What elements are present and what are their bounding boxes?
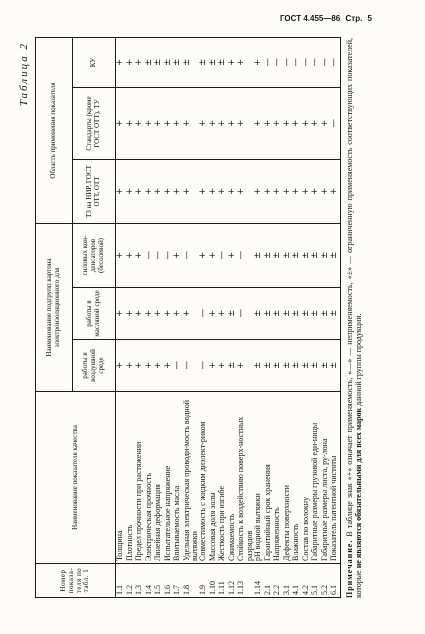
cell-mark-std: + <box>218 88 228 160</box>
cell-mark-air: — <box>173 340 183 392</box>
cell-mark-air: ± <box>273 340 283 392</box>
row-number: 6.1 <box>330 564 340 598</box>
row-indicator-name: Электрическая прочность <box>145 392 155 564</box>
cell-mark-power: + <box>116 224 126 288</box>
cell-mark-ku: — <box>330 37 340 87</box>
cell-mark-ku: ± <box>145 37 155 87</box>
row-number: 3.1 <box>283 564 293 598</box>
rotated-table-sheet <box>18 38 403 598</box>
row-indicator-name: Массовая доля золы <box>209 392 219 564</box>
cell-mark-std: + <box>302 88 312 160</box>
cell-mark-power: — <box>154 224 164 288</box>
cell-mark-ku: ± <box>183 37 200 87</box>
row-indicator-name: Линейная деформация <box>154 392 164 564</box>
cell-mark-ku: — <box>321 37 331 87</box>
cell-mark-air: ± <box>321 340 331 392</box>
cell-mark-oil: ± <box>228 288 238 340</box>
cell-mark-ku: ± <box>199 37 209 87</box>
row-indicator-name: Дефекты поверхности <box>283 392 293 564</box>
header-group-purpose: Наименование подгрупп картона электроизоляционного для <box>36 224 73 392</box>
cell-mark-tz: + <box>126 160 136 224</box>
cell-mark-oil: ± <box>302 288 312 340</box>
row-number: 1.6 <box>164 564 174 598</box>
cell-mark-ku: ± <box>173 37 183 87</box>
cell-mark-air: ± <box>254 340 264 392</box>
row-indicator-name: Жесткость при изгибе <box>218 392 228 564</box>
cell-mark-power: — <box>164 224 174 288</box>
row-indicator-name: Толщина <box>116 392 126 564</box>
note-text-2: данной группы продукции. <box>354 313 364 406</box>
row-number: 1.5 <box>154 564 164 598</box>
table-row <box>237 37 254 597</box>
cell-mark-oil: ± <box>254 288 264 340</box>
row-number: 2.1 <box>264 564 274 598</box>
cell-mark-oil: ± <box>330 288 340 340</box>
cell-mark-tz: + <box>164 160 174 224</box>
cell-mark-std: + <box>209 88 219 160</box>
cell-mark-oil: ± <box>273 288 283 340</box>
table-title: Таблица 2 <box>18 42 30 107</box>
header-power: силовых кон-денсаторов (бесолевой) <box>73 224 116 288</box>
row-number: 5.2 <box>321 564 331 598</box>
cell-mark-air: ± <box>311 340 321 392</box>
cell-mark-std: + <box>154 88 164 160</box>
row-indicator-name: Совместимость с жидким диэлект-риком <box>199 392 209 564</box>
cell-mark-power: ± <box>292 224 302 288</box>
row-number: 4.1 <box>292 564 302 598</box>
row-indicator-name: Габаритные размеры грузовой еди-ницы <box>311 392 321 564</box>
cell-mark-ku: — <box>273 37 283 87</box>
cell-mark-ku: + <box>135 37 145 87</box>
cell-mark-power: ± <box>254 224 264 288</box>
cell-mark-air: + <box>164 340 174 392</box>
row-indicator-name: Габаритные размеры листа, ру-лона <box>321 392 331 564</box>
cell-mark-tz: + <box>116 160 126 224</box>
row-number: 1.10 <box>209 564 219 598</box>
cell-mark-std: + <box>126 88 136 160</box>
cell-mark-power: — <box>237 224 254 288</box>
header-name: Наименование показателя качества <box>36 392 116 564</box>
cell-mark-std: + <box>321 88 331 160</box>
cell-mark-power: — <box>145 224 155 288</box>
row-number: 1.2 <box>126 564 136 598</box>
cell-mark-tz: + <box>218 160 228 224</box>
cell-mark-air: ± <box>292 340 302 392</box>
row-indicator-name: Влажность <box>292 392 302 564</box>
standard-code: ГОСТ 4.455—86 <box>280 14 341 23</box>
cell-mark-ku: ± <box>164 37 174 87</box>
cell-mark-oil: + <box>173 288 183 340</box>
row-number: 1.1 <box>116 564 126 598</box>
cell-mark-tz: + <box>302 160 312 224</box>
cell-mark-ku: + <box>254 37 264 87</box>
cell-mark-ku: — <box>292 37 302 87</box>
cell-mark-power: ± <box>273 224 283 288</box>
cell-mark-oil: + <box>145 288 155 340</box>
cell-mark-power: + <box>199 224 209 288</box>
cell-mark-ku: + <box>126 37 136 87</box>
cell-mark-ku: ± <box>218 37 228 87</box>
cell-mark-tz: + <box>283 160 293 224</box>
row-indicator-name: Впитываемость масла <box>173 392 183 564</box>
cell-mark-air: + <box>237 340 254 392</box>
cell-mark-oil: + <box>116 288 126 340</box>
row-indicator-name: Напряженность <box>273 392 283 564</box>
cell-mark-std: + <box>273 88 283 160</box>
cell-mark-tz: + <box>199 160 209 224</box>
cell-mark-power: — <box>218 224 228 288</box>
cell-mark-oil: ± <box>283 288 293 340</box>
header-number: Номер показа-теля по табл. 1 <box>36 564 116 598</box>
cell-mark-power: + <box>135 224 145 288</box>
row-indicator-name: Удельная электрическая проводи-мость водной вытяжки <box>183 392 200 564</box>
cell-mark-air: ± <box>302 340 312 392</box>
row-number: 1.11 <box>218 564 228 598</box>
cell-mark-tz: + <box>330 160 340 224</box>
cell-mark-air: + <box>154 340 164 392</box>
cell-mark-tz: + <box>292 160 302 224</box>
cell-mark-oil: ± <box>311 288 321 340</box>
cell-mark-ku: — <box>311 37 321 87</box>
cell-mark-power: + <box>126 224 136 288</box>
row-number: 4.2 <box>302 564 312 598</box>
cell-mark-air: + <box>126 340 136 392</box>
cell-mark-tz: + <box>311 160 321 224</box>
cell-mark-tz: + <box>321 160 331 224</box>
cell-mark-oil: — <box>199 288 209 340</box>
row-indicator-name: Предел прочности при растяжении <box>135 392 145 564</box>
header-ku: КУ <box>73 37 116 87</box>
cell-mark-tz: + <box>183 160 200 224</box>
header-std: Стандарты (кроме ГОСТ ОТТ), ТУ <box>73 88 116 160</box>
header-tz: ТЗ на НИР, ГОСТ ОТТ, ОТТ <box>73 160 116 224</box>
cell-mark-ku: ± <box>154 37 164 87</box>
cell-mark-power: ± <box>321 224 331 288</box>
cell-mark-air: + <box>145 340 155 392</box>
cell-mark-ku: + <box>228 37 238 87</box>
cell-mark-oil: ± <box>321 288 331 340</box>
cell-mark-std: + <box>254 88 264 160</box>
cell-mark-std: + <box>135 88 145 160</box>
cell-mark-air: + <box>116 340 126 392</box>
page-label: Стр. <box>345 14 363 23</box>
row-indicator-name: Стойкость к воздействию поверх-ностных разрядов <box>237 392 254 564</box>
header-air: работы в воздушной среде <box>73 340 116 392</box>
row-indicator-name: Сжимаемость <box>228 392 238 564</box>
page-header <box>280 14 420 23</box>
cell-mark-std: + <box>292 88 302 160</box>
row-indicator-name: Испытательное напряжение <box>164 392 174 564</box>
row-number: 1.8 <box>183 564 200 598</box>
note-emphasis: не являются обязательными для всех марок <box>354 407 364 569</box>
header-oil: работы в масляной среде <box>73 288 116 340</box>
cell-mark-tz: + <box>135 160 145 224</box>
cell-mark-tz: + <box>264 160 274 224</box>
row-indicator-name: Плотность <box>126 392 136 564</box>
cell-mark-air: + <box>135 340 145 392</box>
cell-mark-tz: + <box>145 160 155 224</box>
cell-mark-ku: — <box>302 37 312 87</box>
cell-mark-tz: + <box>237 160 254 224</box>
cell-mark-std: + <box>145 88 155 160</box>
row-number: 5.1 <box>311 564 321 598</box>
cell-mark-air: ± <box>264 340 274 392</box>
cell-mark-std: + <box>164 88 174 160</box>
note-text-1: В таблице знак «+» означает применяемость, «—» — неприменяемость, «±» — ограниченную применяемость соответствующих показателей, которые <box>344 37 364 598</box>
page-number: 5 <box>367 14 372 23</box>
table-note <box>345 38 363 598</box>
cell-mark-power: + <box>209 224 219 288</box>
cell-mark-air: + <box>218 340 228 392</box>
cell-mark-tz: + <box>254 160 264 224</box>
cell-mark-oil: + <box>135 288 145 340</box>
cell-mark-std: — <box>330 88 340 160</box>
cell-mark-power: ± <box>311 224 321 288</box>
row-number: 1.4 <box>145 564 155 598</box>
cell-mark-air: + <box>209 340 219 392</box>
cell-mark-std: + <box>116 88 126 160</box>
cell-mark-oil: + <box>154 288 164 340</box>
cell-mark-power: — <box>183 224 200 288</box>
cell-mark-air: ± <box>283 340 293 392</box>
row-number: 1.9 <box>199 564 209 598</box>
cell-mark-tz: + <box>154 160 164 224</box>
row-number: 1.3 <box>135 564 145 598</box>
cell-mark-oil: + <box>218 288 228 340</box>
cell-mark-air: — <box>199 340 209 392</box>
cell-mark-std: + <box>183 88 200 160</box>
cell-mark-air: — <box>183 340 200 392</box>
table-row <box>183 37 200 597</box>
cell-mark-ku: + <box>116 37 126 87</box>
cell-mark-tz: + <box>228 160 238 224</box>
cell-mark-tz: + <box>273 160 283 224</box>
cell-mark-std: + <box>264 88 274 160</box>
cell-mark-air: ± <box>228 340 238 392</box>
cell-mark-std: + <box>237 88 254 160</box>
note-label: Примечание. <box>344 539 354 598</box>
table-row <box>330 37 340 597</box>
cell-mark-oil: + <box>183 288 200 340</box>
row-number: 2.2 <box>273 564 283 598</box>
cell-mark-tz: + <box>173 160 183 224</box>
cell-mark-oil: + <box>126 288 136 340</box>
cell-mark-power: ± <box>330 224 340 288</box>
table-row <box>116 37 126 597</box>
row-indicator-name: Гарантийный срок хранения <box>264 392 274 564</box>
applicability-table <box>35 37 341 598</box>
cell-mark-power: + <box>228 224 238 288</box>
cell-mark-power: ± <box>302 224 312 288</box>
cell-mark-std: + <box>283 88 293 160</box>
cell-mark-power: ± <box>283 224 293 288</box>
cell-mark-power: + <box>173 224 183 288</box>
cell-mark-std: + <box>199 88 209 160</box>
cell-mark-oil: + <box>209 288 219 340</box>
row-number: 1.12 <box>228 564 238 598</box>
row-indicator-name: Состав по волокну <box>302 392 312 564</box>
cell-mark-oil: — <box>237 288 254 340</box>
cell-mark-std: + <box>173 88 183 160</box>
table-body <box>116 37 341 597</box>
cell-mark-ku: ± <box>209 37 219 87</box>
cell-mark-oil: ± <box>264 288 274 340</box>
cell-mark-power: ± <box>264 224 274 288</box>
row-indicator-name: pН водной вытяжки <box>254 392 264 564</box>
cell-mark-std: + <box>228 88 238 160</box>
cell-mark-ku: + <box>237 37 254 87</box>
cell-mark-oil: + <box>164 288 174 340</box>
cell-mark-air: ± <box>330 340 340 392</box>
cell-mark-tz: + <box>209 160 219 224</box>
row-number: 1.14 <box>254 564 264 598</box>
header-group-area: Область применения показателя <box>36 37 73 223</box>
row-number: 1.7 <box>173 564 183 598</box>
cell-mark-std: + <box>311 88 321 160</box>
cell-mark-ku: — <box>283 37 293 87</box>
cell-mark-ku: — <box>264 37 274 87</box>
row-number: 1.13 <box>237 564 254 598</box>
row-indicator-name: Показатель патентной чистоты <box>330 392 340 564</box>
cell-mark-oil: ± <box>292 288 302 340</box>
